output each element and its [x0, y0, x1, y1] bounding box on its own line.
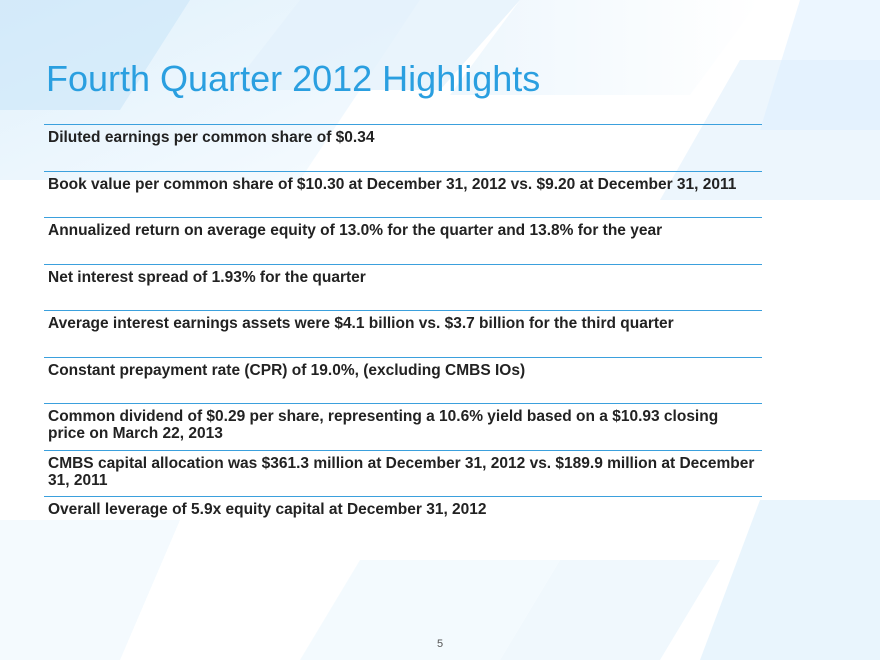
- highlight-item: CMBS capital allocation was $361.3 million at December 31, 2012 vs. $189.9 million at December 31, 2011: [44, 450, 762, 497]
- slide-title: Fourth Quarter 2012 Highlights: [46, 58, 541, 99]
- highlight-item: Constant prepayment rate (CPR) of 19.0%, (excluding CMBS IOs): [44, 357, 762, 404]
- highlight-item: Diluted earnings per common share of $0.34: [44, 124, 762, 171]
- highlight-item: Average interest earnings assets were $4.1 billion vs. $3.7 billion for the third quarter: [44, 310, 762, 357]
- page-number: 5: [436, 638, 444, 650]
- highlight-item: Overall leverage of 5.9x equity capital at December 31, 2012: [44, 496, 762, 543]
- highlight-item: Net interest spread of 1.93% for the quarter: [44, 264, 762, 311]
- highlight-item: Book value per common share of $10.30 at December 31, 2012 vs. $9.20 at December 31, 2011: [44, 171, 762, 218]
- highlights-list: [44, 124, 762, 543]
- highlight-item: Annualized return on average equity of 13.0% for the quarter and 13.8% for the year: [44, 217, 762, 264]
- highlight-item: Common dividend of $0.29 per share, representing a 10.6% yield based on a $10.93 closing price on March 22, 2013: [44, 403, 762, 450]
